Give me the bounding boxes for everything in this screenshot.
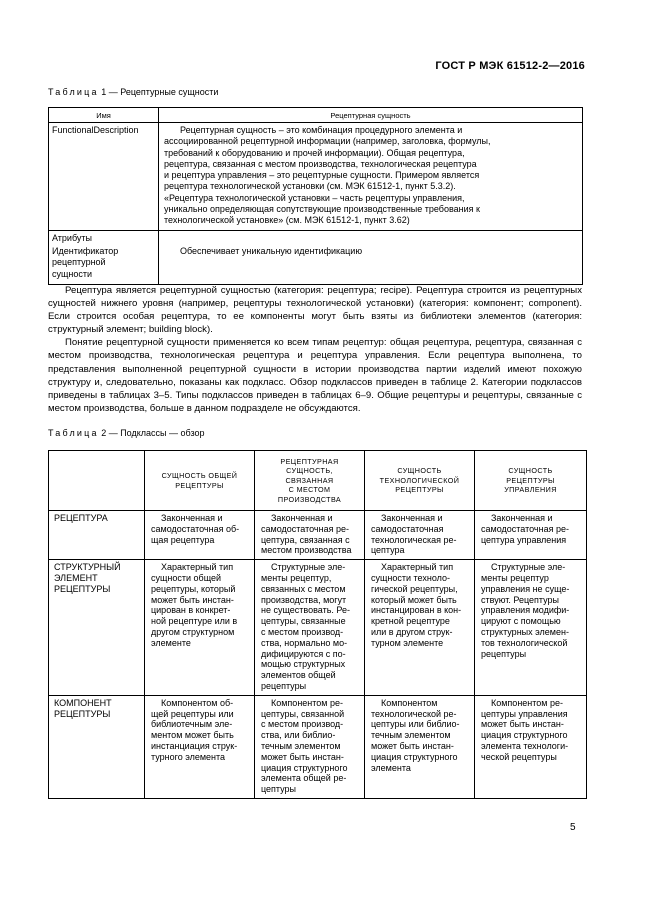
table2-caption-text: 2 — Подклассы — обзор [98,428,205,438]
paragraph: Понятие рецептурной сущности применяется ко всем типам рецептур: общая рецептура, рецептура, связанная с местом производства, технологическая рецептура и рецептура управления. Если рецептура выполнена, то представления выполненной рецептурной сущности в истории производства партии изделий имеют похожую структуру и, следовательно, показаны как подкласс. Обзор подклассов приведен в таблице 2. Категории подклассов приведены в таблицах 3–5. Типы подклассов приведен в таблицах 6–9. Общие рецептуры и рецептуры, связанные с местом производства, больше в данном подразделе не обсуждаются. [48,337,582,414]
cell-text: Компонентом технологической ре- цептуры или библио- течным элементом может быть инстан- циация структурного элемента [371,697,460,773]
cell-text: Компонентом ре- цептуры управления может быть инстан- циация структурного элемента технологи- ческой рецептуры [481,697,569,762]
table2-header-master-recipe: СУЩНОСТЬ ТЕХНОЛОГИЧЕСКОЙ РЕЦЕПТУРЫ [365,451,475,511]
cell-text: Характерный тип сущности общей рецептуры, который может быть инстан- цирован в конкрет- ной рецептуре или в другом структурном элементе [151,562,238,648]
text-line: и рецептура управления – это рецептурные сущности. Примером является [164,170,480,181]
table2-cell [145,511,255,560]
text-line: уникально определяющая сопутствующие производственные требования к [164,204,480,215]
table1-header-row [49,108,583,123]
text-line: рецептура технологической установки (см. МЭК 61512-1, пункт 5.3.2). [164,181,456,192]
table2-cell [475,560,587,696]
text-line: Рецептурная сущность – это комбинация процедурного элемента и [180,125,463,135]
table2-cell [475,695,587,798]
table2-header-corner [49,451,145,511]
cell-text: Законченная и самодостаточная об- щая рецептура [151,513,240,545]
table2-cell [255,511,365,560]
subclasses-overview-table [48,450,587,799]
table2-header-site-recipe: РЕЦЕПТУРНАЯ СУЩНОСТЬ, СВЯЗАННАЯ С МЕСТОМ ПРОИЗВОДСТВА [255,451,365,511]
table1-cell-name [49,230,159,284]
cell-text: Законченная и самодостаточная ре- цептура, связанная с местом производства [261,513,352,556]
text-line: Идентификатор рецептурной [52,245,119,268]
table2-header-row [49,451,587,511]
table1-cell-name: FunctionalDescription [49,123,159,231]
body-text [48,284,582,415]
table2-cell [255,560,365,696]
table2-row-label: КОМПОНЕНТ РЕЦЕПТУРЫ [49,695,145,798]
cell-text: Компонентом об- щей рецептуры или библиотечным эле- ментом может быть инстанциация струк- турного элемента [151,697,238,762]
cell-text: Компонентом ре- цептуры, связанной с местом производ- ства, или библио- течным элементом может быть инстан- циация структурного элемента общей ре- цептуры [261,697,348,795]
table2-cell [365,695,475,798]
text-line: Атрибуты [52,232,93,243]
table2-cell [365,511,475,560]
text-line: ассоциированной рецептурной информации (например, заголовка, формулы, [164,136,491,147]
table-row [49,695,587,798]
text-line: Обеспечивает уникальную идентификацию [180,245,363,256]
table1-header-entity: Рецептурная сущность [159,108,583,123]
cell-text: Структурные эле- менты рецептур управления не суще- ствуют. Рецептуры управления модифи- цируют с помощью структурных элемен- тов технологической рецептуры [481,562,570,659]
cell-text: Характерный тип сущности техноло- гической рецептуры, который может быть инстанцирован в кон- кретной рецептуре или в другом струк- турном элементе [371,562,462,648]
table1-caption-word: Таблица [48,87,99,97]
cell-text: Законченная и самодостаточная ре- цептура управления [481,513,569,545]
table1-caption [48,87,218,97]
table2-caption [48,428,205,438]
table2-caption-word: Таблица [48,428,99,438]
table-row [49,123,583,231]
text-line: требований к оборудованию и прочей информации). Общая рецептура, [164,147,465,158]
table2-cell [255,695,365,798]
page-number: 5 [570,822,576,833]
table2-row-label: РЕЦЕПТУРА [49,511,145,560]
table2-cell [475,511,587,560]
text-line: сущности [52,268,93,279]
paragraph: Рецептура является рецептурной сущностью (категория: рецептура; recipe). Рецептура строится из рецептурных сущностей нижнего уровня (например, рецептуры технологической установки) (категория: компонент; component). Если строится особая рецептура, то ее компоненты могут быть взяты из библиотеки элементов (категория: структурный элемент; building block). [48,285,582,336]
table1-cell-description [159,230,583,284]
cell-text: Структурные эле- менты рецептур, связанных с местом производства, могут не существовать. Ре- цептуры, связанные с местом производ- ства, нормально мо- дифицируются с по- мощью структурных элементов общей рецептуры [261,562,351,691]
table-row [49,560,587,696]
table2-cell [145,560,255,696]
text-line: «Рецептура технологической установки – часть рецептуры управления, [164,192,465,203]
cell-text: Законченная и самодостаточная технологическая ре- цептура [371,513,457,556]
table-row [49,230,583,284]
document-standard-header: ГОСТ Р МЭК 61512-2—2016 [435,60,585,72]
table-row [49,511,587,560]
recipe-entities-table [48,107,583,285]
table1-caption-text: 1 — Рецептурные сущности [98,87,219,97]
table2-row-label: СТРУКТУРНЫЙ ЭЛЕМЕНТ РЕЦЕПТУРЫ [49,560,145,696]
table2-cell [145,695,255,798]
table2-cell [365,560,475,696]
table1-cell-description [159,123,583,231]
text-line: технологической установке» (см. МЭК 61512-1, пункт 3.62) [164,215,410,226]
table2-header-general-recipe: СУЩНОСТЬ ОБЩЕЙ РЕЦЕПТУРЫ [145,451,255,511]
text-line: рецептура, связанная с местом производства, технологическая рецептура [164,158,477,169]
table2-header-control-recipe: СУЩНОСТЬ РЕЦЕПТУРЫ УПРАВЛЕНИЯ [475,451,587,511]
table1-header-name: Имя [49,108,159,123]
